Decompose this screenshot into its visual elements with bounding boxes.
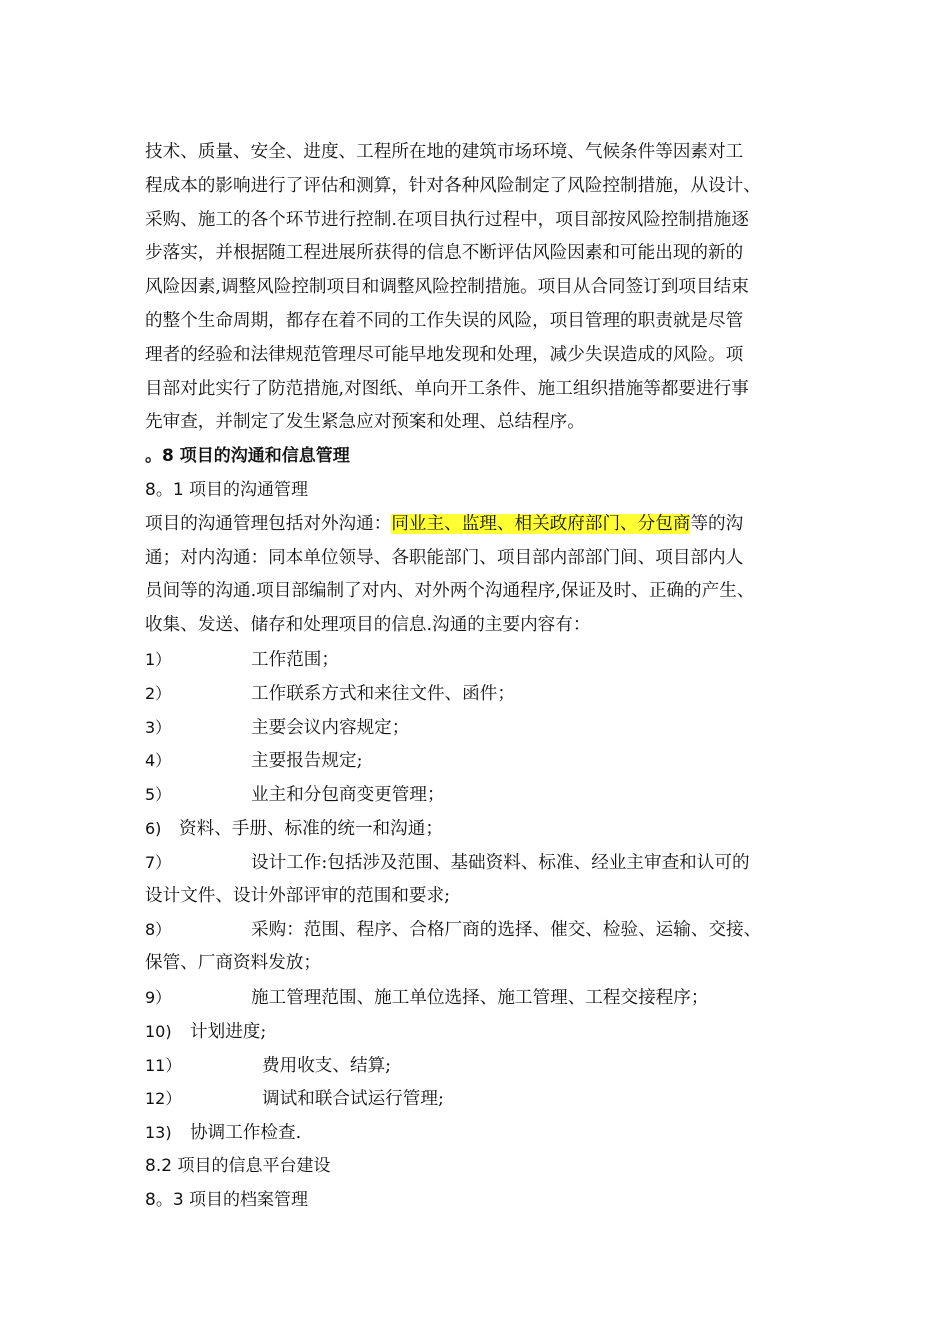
list-text: 设计工作:包括涉及范围、基础资料、标准、经业主审查和认可的	[251, 852, 750, 873]
text-span: 项目的沟通管理包括对外沟通：	[145, 513, 392, 534]
list-item	[145, 744, 815, 778]
list-item	[145, 1082, 815, 1116]
intro-paragraph	[145, 136, 815, 440]
list-text: 工作范围；	[251, 649, 339, 670]
text-line	[145, 508, 815, 542]
subsection-heading-8-1: 8。1 项目的沟通管理	[145, 479, 309, 500]
list-number: 12）	[145, 1089, 182, 1109]
list-text: 资料、手册、标准的统一和沟通；	[179, 818, 443, 839]
list-number: 5）	[145, 785, 172, 805]
list-item	[145, 1015, 815, 1049]
highlighted-text: 同业主、监理、相关政府部门、分包商	[391, 513, 691, 534]
list-number: 8）	[145, 920, 172, 940]
text-line: 采购、施工的各个环节进行控制.在项目执行过程中，项目部按风险控制措施逐	[145, 209, 749, 230]
text-line: 理者的经验和法律规范管理尽可能早地发现和处理，减少失误造成的风险。项	[145, 344, 744, 365]
text-line: 员间等的沟通.项目部编制了对内、对外两个沟通程序,保证及时、正确的产生、	[145, 581, 755, 602]
list-number: 4）	[145, 751, 172, 771]
text-line: 先审查，并制定了发生紧急应对预案和处理、总结程序。	[145, 412, 585, 433]
text-line: 技术、质量、安全、进度、工程所在地的建筑市场环境、气候条件等因素对工	[145, 142, 744, 162]
communication-paragraph	[145, 508, 815, 643]
list-item	[145, 812, 815, 846]
list-text: 采购：范围、程序、合格厂商的选择、催交、检验、运输、交接、	[251, 920, 762, 941]
text-span: 等的沟	[690, 513, 744, 534]
list-text: 计划进度;	[190, 1021, 267, 1042]
list-number: 7）	[145, 852, 172, 872]
text-line: 程成本的影响进行了评估和测算，针对各种风险制定了风险控制措施，从设计、	[145, 175, 761, 196]
list-item	[145, 913, 815, 947]
list-item-continuation: 设计文件、设计外部评审的范围和要求;	[145, 885, 451, 906]
list-item	[145, 846, 815, 880]
list-number: 13)	[145, 1123, 172, 1143]
list-number: 9）	[145, 987, 172, 1007]
document-page	[145, 136, 815, 1218]
list-text: 施工管理范围、施工单位选择、施工管理、工程交接程序；	[251, 987, 709, 1008]
text-line: 收集、发送、储存和处理项目的信息.沟通的主要内容有：	[145, 615, 591, 636]
list-item	[145, 1049, 815, 1083]
list-item	[145, 677, 815, 711]
list-item	[145, 711, 815, 745]
content-list	[145, 643, 815, 1150]
text-line: 步落实，并根据随工程进展所获得的信息不断评估风险因素和可能出现的新的	[145, 243, 744, 264]
list-text: 协调工作检查.	[190, 1123, 302, 1144]
list-text: 调试和联合试运行管理;	[262, 1089, 444, 1110]
list-text: 工作联系方式和来往文件、函件；	[251, 683, 515, 704]
text-line: 的整个生命周期，都存在着不同的工作失误的风险，项目管理的职责就是尽管	[145, 310, 744, 331]
list-text: 主要会议内容规定；	[251, 717, 410, 738]
list-item-continuation: 保管、厂商资料发放；	[145, 953, 321, 974]
list-number: 1）	[145, 649, 172, 669]
list-number: 2）	[145, 683, 172, 703]
list-text: 主要报告规定;	[251, 751, 363, 772]
list-number: 11）	[145, 1055, 182, 1075]
text-line: 目部对此实行了防范措施,对图纸、单向开工条件、施工组织措施等都要进行事	[145, 378, 749, 399]
list-text: 费用收支、结算;	[262, 1055, 392, 1076]
subsection-heading-8-3: 8。3 项目的档案管理	[145, 1189, 309, 1210]
list-number: 6)	[145, 818, 162, 838]
section-heading: 。8 项目的沟通和信息管理	[145, 446, 350, 467]
subsection-heading-8-2: 8.2 项目的信息平台建设	[145, 1155, 331, 1176]
text-line: 风险因素,调整风险控制项目和调整风险控制措施。项目从合同签订到项目结束	[145, 277, 749, 298]
text-line: 通；对内沟通：同本单位领导、各职能部门、项目部内部部门间、项目部内人	[145, 547, 744, 568]
list-item	[145, 981, 815, 1015]
list-number: 3）	[145, 717, 172, 737]
list-item	[145, 643, 815, 677]
list-item	[145, 778, 815, 812]
list-number: 10)	[145, 1021, 172, 1041]
list-item	[145, 1116, 815, 1150]
list-text: 业主和分包商变更管理；	[251, 785, 445, 806]
